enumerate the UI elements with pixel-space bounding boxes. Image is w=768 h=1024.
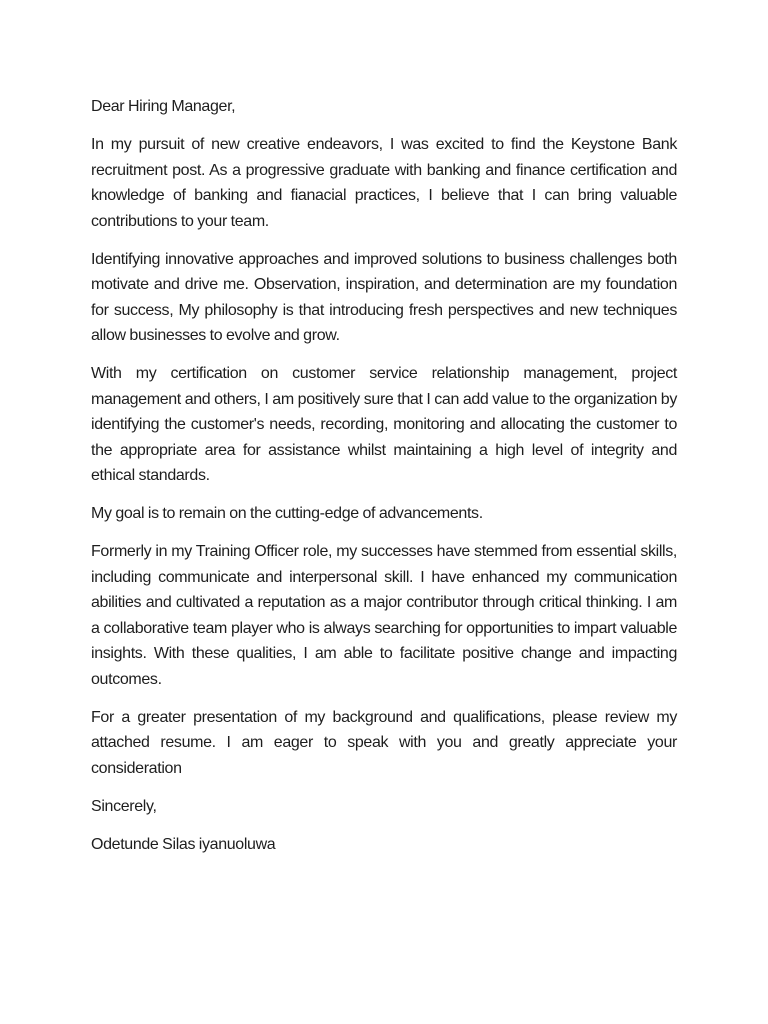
cover-letter [91,94,677,870]
paragraph-experience: Formerly in my Training Officer role, my successes have stemmed from essential skills, including communicate and interpersonal skill. I have enhanced my communication abilities and cultivated a reputation as a major contributor through critical thinking. I am a collaborative team player who is always searching for opportunities to impart valuable insights. With these qualities, I am able to facilitate positive change and impacting outcomes. [91,543,677,688]
paragraph-intro: In my pursuit of new creative endeavors, I was excited to find the Keystone Bank recruitment post. As a progressive graduate with banking and finance certification and knowledge of banking and fianacial practices, I believe that I can bring valuable contributions to your team. [91,136,677,230]
paragraph-goal: My goal is to remain on the cutting-edge of advancements. [91,505,483,522]
paragraph-motivation: Identifying innovative approaches and improved solutions to business challenges both motivate and drive me. Observation, inspiration, and determination are my foundation for success, My philosophy is that introducing fresh perspectives and new techniques allow businesses to evolve and grow. [91,250,677,344]
paragraph-closing-request: For a greater presentation of my background and qualifications, please review my attached resume. I am eager to speak with you and greatly appreciate your consideration [91,708,677,777]
closing: Sincerely, [91,797,157,815]
paragraph-certification: With my certification on customer service relationship management, project management and others, I am positively sure that I can add value to the organization by identifying the customer's needs, recording, monitoring and allocating the customer to the appropriate area for assistance whilst maintaining a high level of integrity and ethical standards. [91,365,677,484]
signature: Odetunde Silas iyanuoluwa [91,835,276,853]
salutation: Dear Hiring Manager, [91,98,236,115]
